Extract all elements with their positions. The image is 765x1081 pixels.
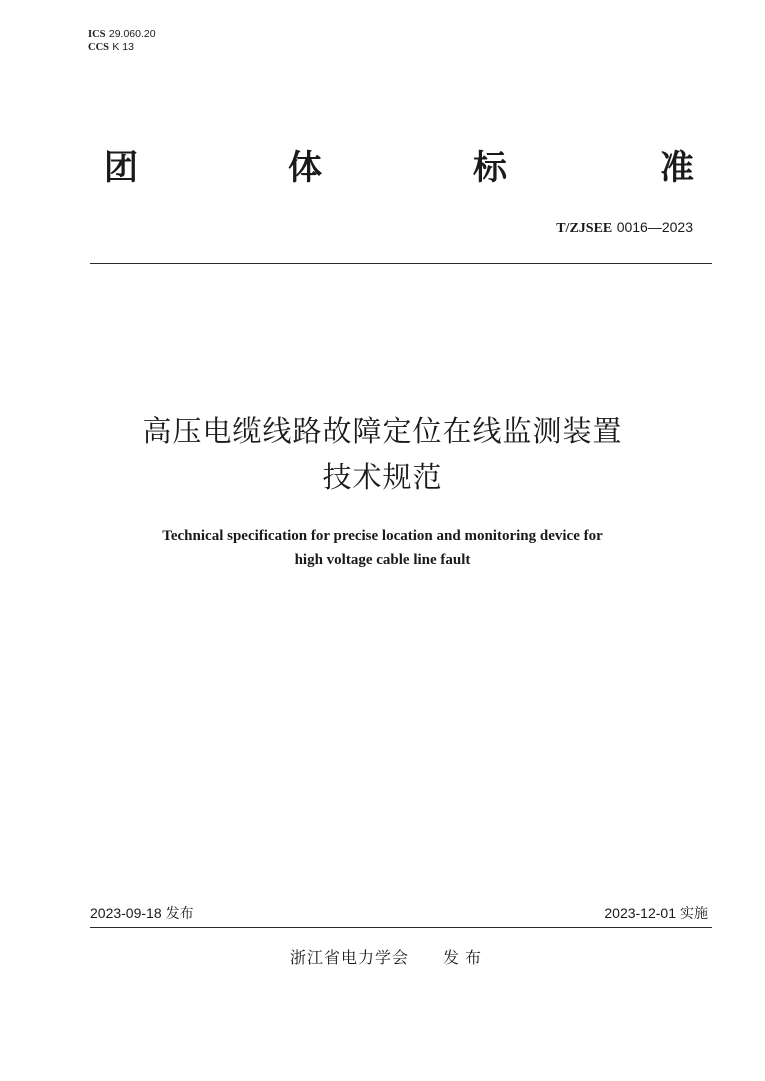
- standard-code: 0016—2023: [616, 219, 693, 235]
- title-en-line-2: high voltage cable line fault: [294, 552, 471, 568]
- classification-codes: [88, 28, 156, 54]
- standard-prefix: T/ZJSEE: [556, 221, 613, 236]
- issue-date: [90, 903, 194, 924]
- publisher: [290, 947, 487, 969]
- bottom-divider: [90, 927, 712, 928]
- implement-date: [604, 903, 708, 924]
- publisher-name: 浙江省电力学会: [290, 948, 410, 967]
- ccs-value: K 13: [112, 41, 134, 53]
- ccs-label: CCS: [88, 42, 110, 53]
- category-char-1: 团: [104, 148, 138, 188]
- issue-label: 发布: [165, 906, 194, 922]
- top-divider: [90, 263, 712, 264]
- implement-label: 实施: [680, 906, 708, 922]
- issue-date-value: 2023-09-18: [90, 905, 162, 921]
- ics-code: [88, 28, 156, 41]
- ics-label: ICS: [88, 29, 106, 40]
- ccs-code: [88, 41, 156, 54]
- category-char-3: 标: [473, 148, 507, 188]
- title-cn-line-1: 高压电缆线路故障定位在线监测装置: [142, 414, 623, 448]
- ics-value: 29.060.20: [108, 28, 156, 40]
- category-char-2: 体: [288, 148, 322, 188]
- standard-number: [556, 218, 693, 238]
- publisher-action: 发布: [443, 948, 488, 967]
- title-en-line-1: Technical specification for precise location and monitoring device for: [162, 528, 603, 544]
- title-cn-line-2: 技术规范: [322, 460, 443, 494]
- category-char-4: 准: [660, 148, 694, 188]
- implement-date-value: 2023-12-01: [604, 905, 676, 921]
